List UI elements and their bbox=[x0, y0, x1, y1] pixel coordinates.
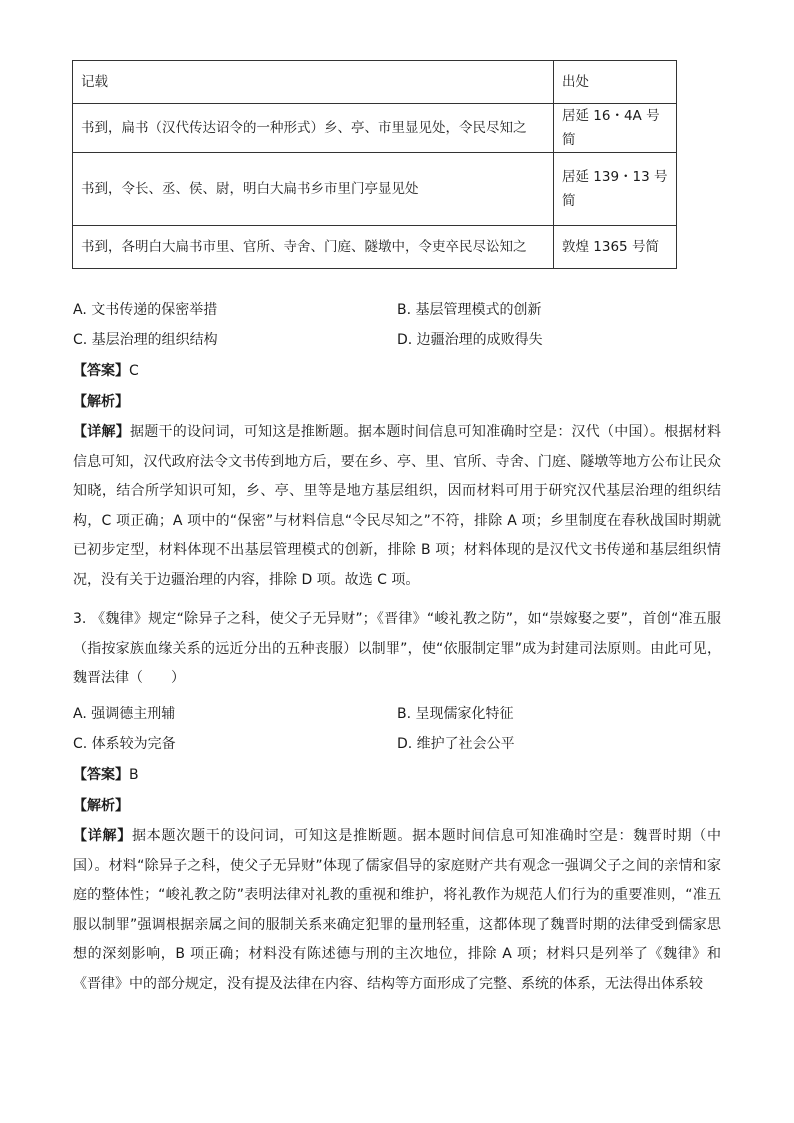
table-cell-record: 书到，各明白大扁书市里、官所、寺舍、门庭、隧墩中，令吏卒民尽讼知之 bbox=[73, 226, 554, 269]
q2-option-b: B. 基层管理模式的创新 bbox=[397, 302, 542, 318]
q3-answer-value: B bbox=[129, 767, 139, 783]
q2-answer bbox=[73, 361, 139, 381]
q3-option-b: B. 呈现儒家化特征 bbox=[397, 706, 514, 722]
q2-option-c: C. 基层治理的组织结构 bbox=[73, 332, 218, 348]
table-header-row bbox=[73, 61, 677, 104]
q2-option-d: D. 边疆治理的成败得失 bbox=[397, 332, 543, 348]
q3-option-a: A. 强调德主刑辅 bbox=[73, 706, 176, 722]
q3-answer bbox=[73, 765, 139, 785]
q2-options-row-2 bbox=[73, 330, 753, 360]
table-cell-source: 敦煌 1365 号简 bbox=[554, 226, 677, 269]
q3-detail-text: 据本题次题干的设问词，可知这是推断题。据本题时间信息可知准确时空是：魏晋时期（中国）。材料“除异子之科，使父子无异财”体现了儒家倡导的家庭财产共有观念一强调父子之间的亲情和家庭的整体性；“峻礼教之防”表明法律对礼教的重视和维护，将礼教作为规范人们行为的重要准则，“准五服以制罪”强调根据亲属之间的服制关系来确定犯罪的量刑轻重，这都体现了魏晋时期的法律受到儒家思想的深刻影响，B 项正确；材料没有陈述德与刑的主次地位，排除 A 项；材料只是列举了《魏律》和《晋律》中的部分规定，没有提及法律在内容、结构等方面形成了完整、系统的体系，无法得出体系较 bbox=[73, 828, 722, 992]
table-row bbox=[73, 153, 677, 226]
q2-options-row-1 bbox=[73, 300, 753, 330]
q2-detail-label: 【详解】 bbox=[73, 424, 130, 440]
q3-detail-paragraph bbox=[73, 822, 721, 999]
q3-answer-label: 【答案】 bbox=[73, 767, 129, 783]
q2-options bbox=[73, 300, 753, 360]
table-cell-record: 书到，令长、丞、侯、尉，明白大扁书乡市里门亭显见处 bbox=[73, 153, 554, 226]
q3-stem: 3. 《魏律》规定“除异子之科，使父子无异财”；《晋律》“峻礼教之防”，如“崇嫁娶之要”，首创“准五服（指按家族血缘关系的远近分出的五种丧服）以制罪”，使“依服制定罪”成为封建司法原则。由此可见，魏晋法律（ ） bbox=[73, 611, 721, 686]
q3-options-row-1 bbox=[73, 704, 753, 734]
table-cell-source: 居延 16・4A 号简 bbox=[554, 104, 677, 153]
q3-analysis-label: 【解析】 bbox=[73, 798, 129, 814]
table-header-record: 记载 bbox=[73, 61, 554, 104]
q3-option-c: C. 体系较为完备 bbox=[73, 736, 176, 752]
q2-detail-paragraph bbox=[73, 418, 721, 595]
q3-detail-label: 【详解】 bbox=[73, 828, 132, 844]
source-table bbox=[72, 60, 677, 269]
q2-answer-label: 【答案】 bbox=[73, 363, 129, 379]
table-header-source: 出处 bbox=[554, 61, 677, 104]
q3-options-row-2 bbox=[73, 734, 753, 764]
q3-options bbox=[73, 704, 753, 764]
q2-analysis-label: 【解析】 bbox=[73, 394, 129, 410]
table-row bbox=[73, 104, 677, 153]
table-cell-source: 居延 139・13 号简 bbox=[554, 153, 677, 226]
q2-detail-text: 据题干的设问词，可知这是推断题。据本题时间信息可知准确时空是：汉代（中国）。根据材料信息可知，汉代政府法令文书传到地方后，要在乡、亭、里、官所、寺舍、门庭、隧墩等地方公布让民众知晓，结合所学知识可知，乡、亭、里等是地方基层组织，因而材料可用于研究汉代基层治理的组织结构，C 项正确；A 项中的“保密”与材料信息“令民尽知之”不符，排除 A 项；乡里制度在春秋战国时期就已初步定型，材料体现不出基层管理模式的创新，排除 B 项；材料体现的是汉代文书传递和基层组织情况，没有关于边疆治理的内容，排除 D 项。故选 C 项。 bbox=[73, 424, 722, 588]
q2-answer-value: C bbox=[129, 363, 139, 379]
table-row bbox=[73, 226, 677, 269]
q3-option-d: D. 维护了社会公平 bbox=[397, 736, 515, 752]
table-cell-record: 书到，扁书（汉代传达诏令的一种形式）乡、亭、市里显见处，令民尽知之 bbox=[73, 104, 554, 153]
q2-option-a: A. 文书传递的保密举措 bbox=[73, 302, 218, 318]
